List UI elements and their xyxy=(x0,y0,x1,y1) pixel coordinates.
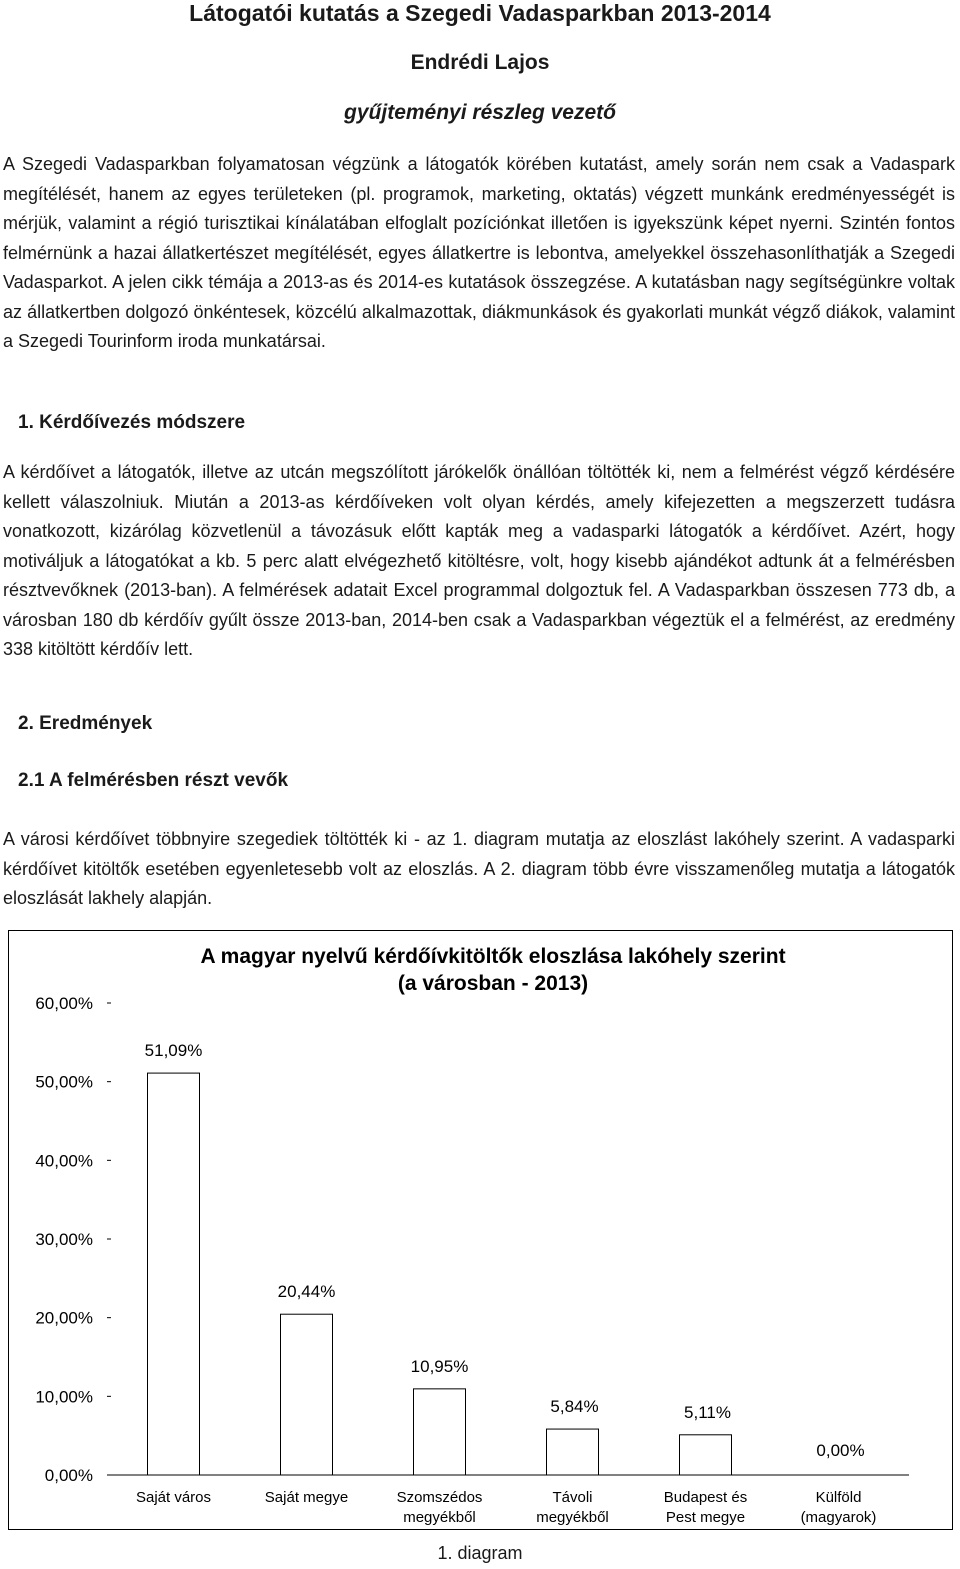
category-label: megyékből xyxy=(536,1509,609,1526)
chart-caption: 1. diagram xyxy=(437,1543,523,1563)
bar xyxy=(281,1314,333,1475)
data-label: 0,00% xyxy=(816,1441,865,1460)
chart-frame xyxy=(8,930,953,1530)
data-label: 10,95% xyxy=(410,1356,469,1376)
y-tick-label: 0,00% xyxy=(44,1466,93,1485)
data-label: 51,09% xyxy=(144,1041,203,1061)
category-label: (magyarok) xyxy=(800,1509,877,1526)
intro-paragraph: A Szegedi Vadasparkban folyamatosan végzünk a látogatók körében kutatást, amely során nem csak a Vadaspark megítélését, hanem az egyes területeken (pl. programok, marketing, oktatás) végzett munkánk eredményességét is mérjük, valamint a régió turisztikai kínálatában elfoglalt pozíciónkat illetően is igyekszünk képet nyerni. Szintén fontos felmérnünk a hazai állatkertészet megítélését, egyes állatkertre is lebontva, amelyekkel összehasonlíthatják a Szegedi Vadasparkot. A jelen cikk témája a 2013-as és 2014-es kutatások összegzése. A kutatásban nagy segítségünkre voltak az állatkertben dolgozó önkéntesek, közcélú alkalmazottak, diákmunkások és gyakorlati munkát végző diákok, valamint a Szegedi Tourinform iroda munkatársai. xyxy=(3,154,955,351)
data-label: 20,44% xyxy=(277,1282,336,1302)
section-heading-results: 2. Eredmények xyxy=(18,713,153,734)
category-label: Pest megye xyxy=(665,1509,746,1526)
bar xyxy=(414,1389,466,1475)
category-label: Budapest és xyxy=(663,1489,748,1506)
bar xyxy=(680,1435,732,1475)
bar xyxy=(547,1429,599,1475)
bar-chart xyxy=(9,931,954,1531)
y-tick-label: 60,00% xyxy=(35,994,93,1013)
y-tick-label: 20,00% xyxy=(35,1308,93,1328)
category-label: Szomszédos xyxy=(396,1489,483,1506)
author-name: Endrédi Lajos xyxy=(410,51,550,74)
data-label: 5,84% xyxy=(550,1397,599,1417)
category-label: Saját város xyxy=(135,1489,212,1506)
y-tick-label: 10,00% xyxy=(35,1387,93,1407)
author-role: gyűjteményi részleg vezető xyxy=(344,101,616,124)
participants-paragraph: A városi kérdőívet többnyire szegediek töltötték ki - az 1. diagram mutatja az eloszlást lakóhely szerint. A vadasparki kérdőívet kitöltők esetében egyenletesebb volt az eloszlás. A 2. diagram több évre visszamenőleg mutatja a látogatók eloszlását lakhely alapján. xyxy=(3,829,955,908)
y-tick-label: 50,00% xyxy=(35,1072,93,1092)
document-title: Látogatói kutatás a Szegedi Vadasparkban 2013-2014 xyxy=(189,0,771,26)
category-label: Külföld xyxy=(815,1489,862,1506)
category-label: megyékből xyxy=(403,1509,476,1526)
section-heading-participants: 2.1 A felmérésben részt vevők xyxy=(18,770,289,791)
bar xyxy=(148,1073,200,1475)
method-paragraph: A kérdőívet a látogatók, illetve az utcán megszólított járókelők önállóan töltötték ki, nem a felmérést végző kérdésére kellett válaszolniuk. Miután a 2013-as kérdőíveken volt olyan kérdés, amely kifejezetten a megszerzett tudásra vonatkozott, kizárólag közvetlenül a távozásuk előtt kapták meg a vadasparki látogatók a kérdőívet. Azért, hogy motiváljuk a látogatókat a kb. 5 perc alatt elvégezhető kitöltésre, volt, hogy kisebb ajándékot adtunk át a felmérésben résztvevőknek (2013-ban). A felmérések adatait Excel programmal dolgoztuk fel. A Vadasparkban összesen 773 db, a városban 180 db kérdőív gyűlt össze 2013-ban, 2014-ben csak a Vadasparkban végeztük el a felmérést, az eredmény 338 kitöltött kérdőív lett. xyxy=(3,462,955,659)
category-label: Távoli xyxy=(552,1489,593,1506)
chart-title-line2: (a városban - 2013) xyxy=(397,972,589,995)
y-tick-label: 30,00% xyxy=(35,1230,93,1249)
data-label: 5,11% xyxy=(684,1402,731,1422)
y-tick-label: 40,00% xyxy=(35,1151,93,1171)
section-heading-method: 1. Kérdőívezés módszere xyxy=(18,412,246,433)
category-label: Saját megye xyxy=(264,1489,349,1506)
chart-title-line1: A magyar nyelvű kérdőívkitöltők eloszlása lakóhely szerint xyxy=(200,945,786,968)
